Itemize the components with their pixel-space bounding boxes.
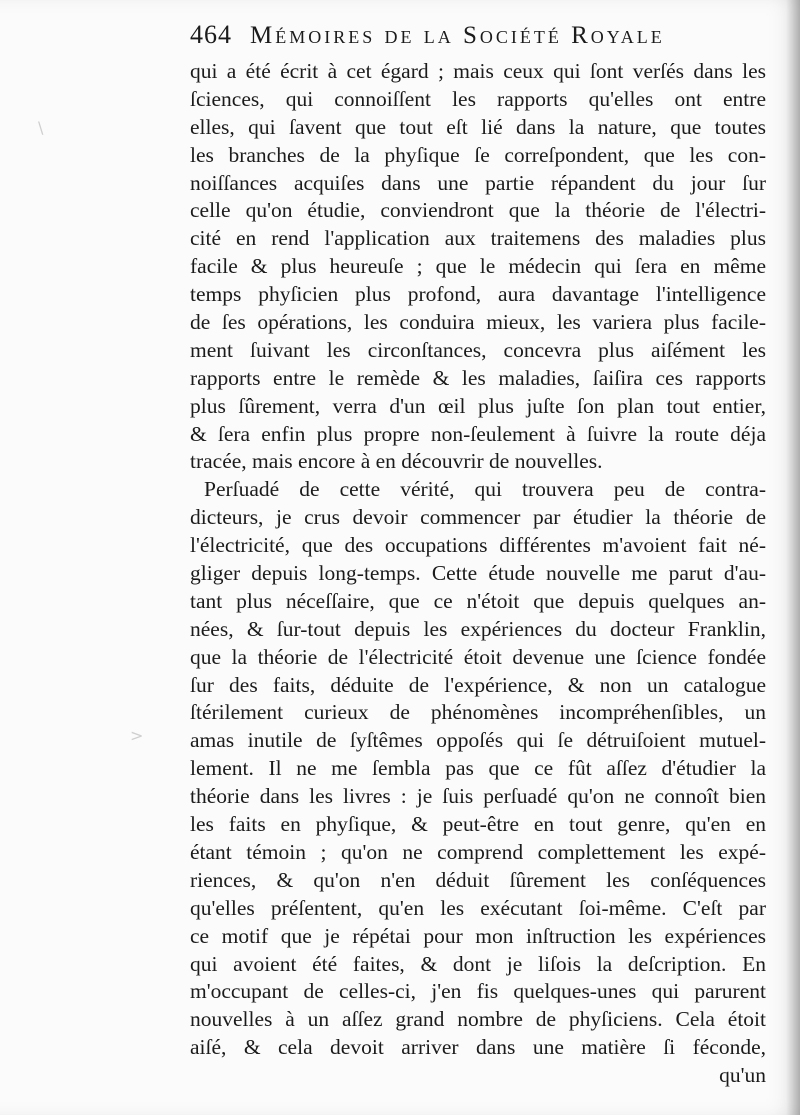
page-number: 464 [190,20,232,49]
text-line: les faits en phyſique, & peut-être en tout genre, qu'en en [190,812,766,837]
text-line: nouvelles à un aſſez grand nombre de phyſiciens. Cela étoit [190,1007,766,1032]
body-text [190,58,766,1090]
text-line: celle qu'on étudie, conviendront que la théorie de l'électri- [190,198,766,223]
text-line: cité en rend l'application aux traitemens des maladies plus [190,226,766,251]
text-line: rapports entre le remède & les maladies, ſaiſira ces rapports [190,365,766,390]
text-line: plus ſûrement, verra d'un œil plus juſte ſon plan tout entier, [190,393,766,418]
text-line: elles, qui ſavent que tout eſt lié dans la nature, que toutes [190,114,766,139]
text-line: m'occupant de celles-ci, j'en fis quelques-unes qui parurent [190,979,766,1004]
text-line: lement. Il ne me ſembla pas que ce fût aſſez d'étudier la [190,756,766,781]
text-line: ce motif que je répétai pour mon inſtruction les expériences [190,923,766,948]
running-title: Mémoires de la Société Royale [250,22,665,49]
page-header [190,20,770,56]
text-line: facile & plus heureuſe ; que le médecin qui ſera en même [190,254,766,279]
text-line: riences, & qu'on n'en déduit ſûrement les conſéquences [190,867,766,892]
text-line: théorie dans les livres : je ſuis perſuadé qu'on ne connoît bien [190,784,766,809]
text-line: gliger depuis long-temps. Cette étude nouvelle me parut d'au- [190,561,766,586]
text-line: ment ſuivant les circonſtances, concevra plus aiſément les [190,337,766,362]
text-line: & ſera enfin plus propre non-ſeulement à ſuivre la route déja [190,421,766,446]
text-line: aiſé, & cela devoit arriver dans une matière ſi féconde, [190,1035,766,1060]
text-line: ſciences, qui connoiſſent les rapports qu'elles ont entre [190,86,766,111]
text-line: ſtérilement curieux de phénomènes incompréhenſibles, un [190,700,766,725]
paragraph-first-line: Perſuadé de cette vérité, qui trouvera peu de contra- [204,477,766,502]
text-line: qui a été écrit à cet égard ; mais ceux qui ſont verſés dans les [190,59,766,83]
text-line: ſur des faits, déduite de l'expérience, & non un catalogue [190,672,766,697]
text-line: qu'elles préſentent, qu'en les exécutant ſoi-même. C'eſt par [190,895,766,920]
text-line: temps phyſicien plus profond, aura davantage l'intelligence [190,282,766,307]
text-line: les branches de la phyſique ſe correſpondent, que les con- [190,142,766,167]
catchword: qu'un [719,1063,766,1088]
text-line: qui avoient été faites, & dont je liſois la deſcription. En [190,951,766,976]
text-line: l'électricité, que des occupations différentes m'avoient fait né- [190,533,766,558]
margin-mark: \ [38,118,44,137]
text-line: nées, & ſur-tout depuis les expériences du docteur Franklin, [190,616,766,641]
margin-mark: > [130,726,144,745]
text-line: noiſſances acquiſes dans une partie répandent du jour ſur [190,170,766,195]
text-line: amas inutile de ſyſtêmes oppoſés qui ſe détruiſoient mutuel- [190,728,766,753]
text-line: que la théorie de l'électricité étoit devenue une ſcience fondée [190,644,766,669]
text-line: étant témoin ; qu'on ne comprend complettement les expé- [190,839,766,864]
text-line: de ſes opérations, les conduira mieux, les variera plus facile- [190,310,766,335]
paragraph-end-line: tracée, mais encore à en découvrir de nouvelles. [190,449,603,474]
text-line: dicteurs, je crus devoir commencer par étudier la théorie de [190,505,766,530]
text-line: tant plus néceſſaire, que ce n'étoit que depuis quelques an- [190,588,766,613]
